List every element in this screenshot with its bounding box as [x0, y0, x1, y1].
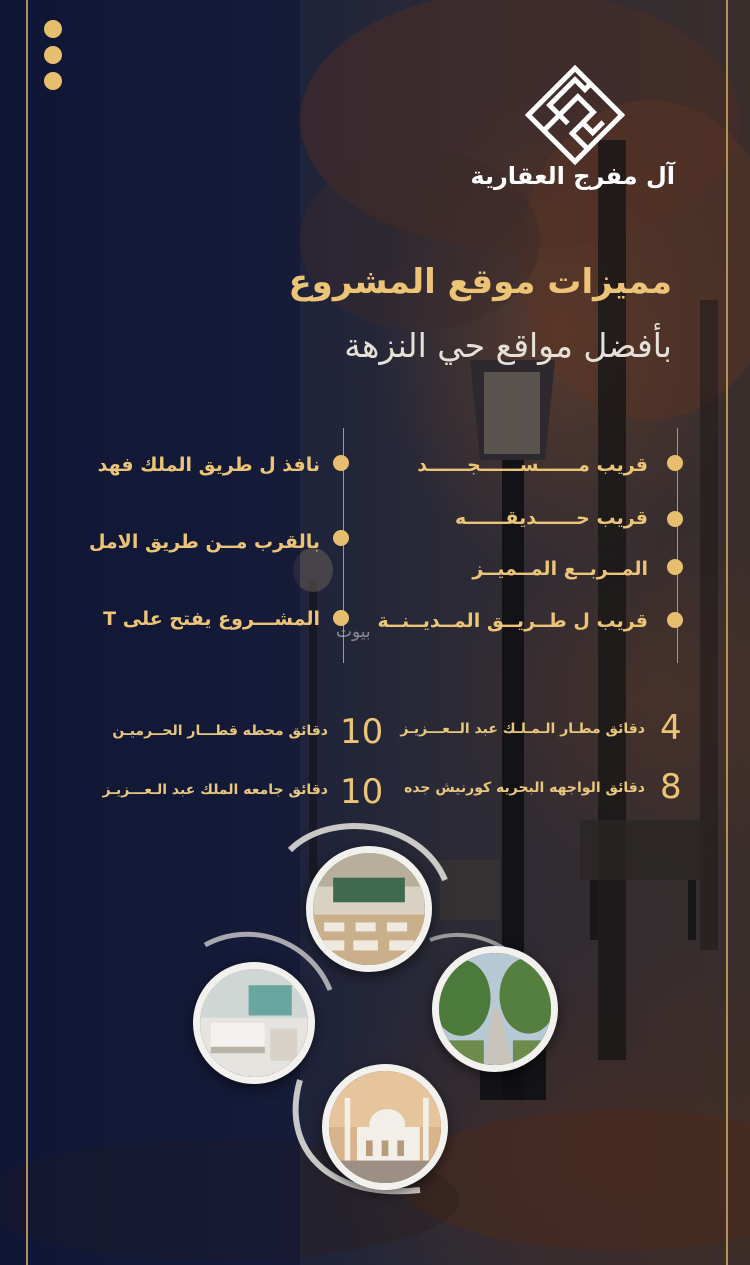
hospital-room-photo — [193, 962, 315, 1084]
distance-text-2: دقائق محطه قطـــار الحــرميـن — [112, 723, 328, 739]
park-path-photo — [432, 946, 558, 1072]
brand-name: آل مفرج العقارية — [470, 162, 675, 190]
distance-number-2: 10 — [340, 712, 384, 752]
mosque-photo — [322, 1064, 448, 1190]
feature-left-1: نافذ ل طريق الملك فهد — [97, 454, 320, 476]
page-subtitle: بأفضل مواقع حي النزهة — [344, 326, 672, 365]
page-title: مميزات موقع المشروع — [288, 262, 672, 302]
feature-right-1: قريب مــــــســــــجــــــد — [417, 454, 648, 476]
distance-number-4: 10 — [340, 772, 384, 812]
distance-text-3: دقائق الواجهه البحريه كورنيش جده — [404, 780, 645, 796]
feature-right-2: قريب حــــــديقــــــه — [454, 507, 648, 529]
distance-number-3: 8 — [660, 767, 682, 807]
watermark: بيوت — [336, 622, 371, 642]
distance-text-4: دقائق جامعه الملك عبد الـعـــزيـز — [102, 782, 328, 798]
feature-right-4: قريب ل طــريــق المــديــنــة — [377, 610, 648, 632]
feature-left-3: المشـــروع يفتح على T — [103, 608, 320, 630]
classroom-photo — [306, 846, 432, 972]
feature-right-3: المــربــع المــميــز — [472, 558, 648, 580]
feature-left-2: بالقرب مــن طريق الامل — [88, 531, 320, 553]
distance-number-1: 4 — [660, 708, 682, 748]
distance-text-1: دقائق مطـار الـمـلـك عبد الــعـــزيـز — [400, 721, 645, 737]
